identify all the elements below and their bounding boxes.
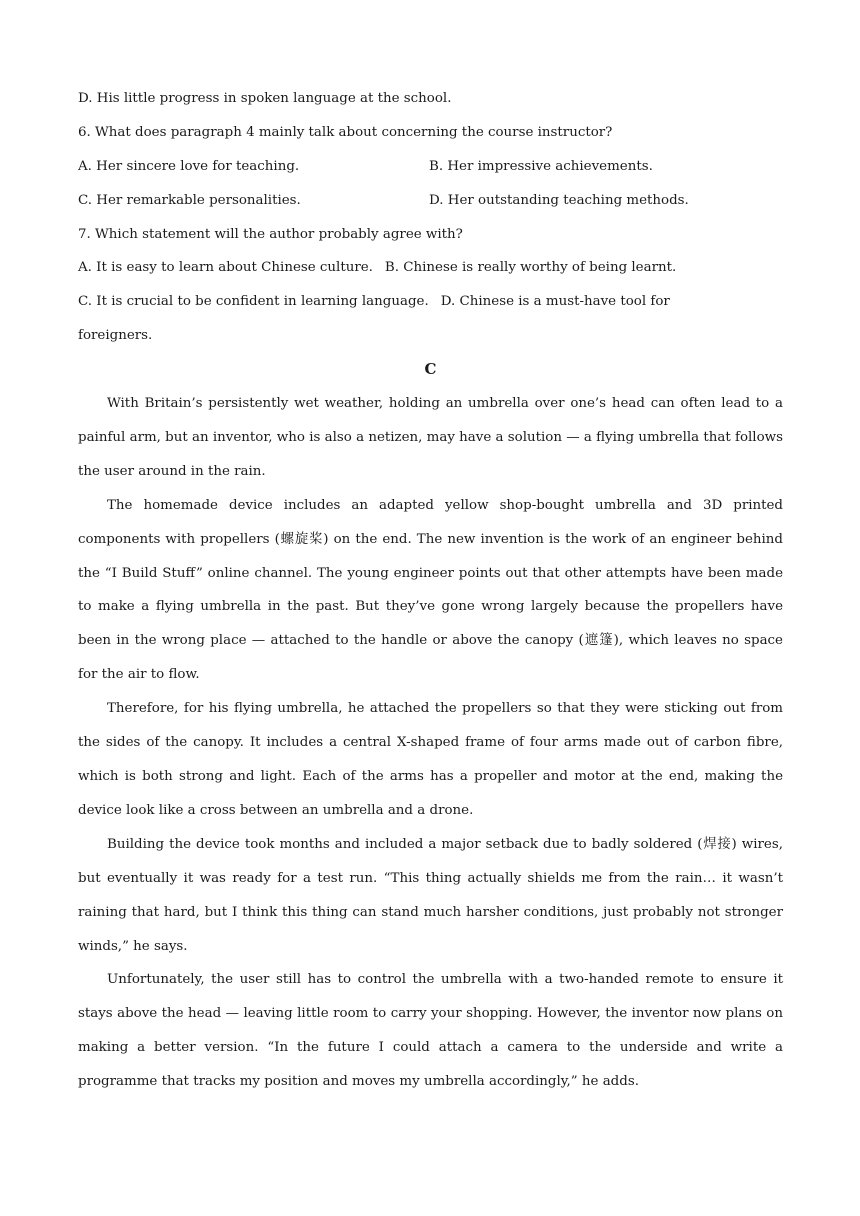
exam-page — [78, 82, 783, 1099]
passage-paragraph-5: Unfortunately, the user still has to control the umbrella with a two-handed remote to ensure it stays above the head — leaving little room to carry your shopping. However, the inventor now plans on making a better version. “In the future I could attach a camera to the underside and write a programme that tracks my position and moves my umbrella accordingly,” he adds. — [78, 972, 783, 1090]
q6-options-row-2 — [78, 184, 783, 218]
passage-body — [78, 387, 783, 1099]
q7-options-row-1 — [78, 251, 783, 285]
q6-options-row-1 — [78, 150, 783, 184]
q6-option-c: C. Her remarkable personalities. — [78, 192, 301, 208]
q5-option-d: D. His little progress in spoken language at the school. — [78, 91, 452, 106]
passage-paragraph-1: With Britain’s persistently wet weather, holding an umbrella over one’s head can often lead to a painful arm, but an inventor, who is also a netizen, may have a solution — a flying umbrella that follows the user around in the rain. — [78, 396, 783, 479]
q6-option-a: A. Her sincere love for teaching. — [78, 158, 300, 174]
q6-option-b: B. Her impressive achievements. — [429, 158, 653, 174]
q7-stem: 7. Which statement will the author probably agree with? — [78, 226, 463, 242]
passage-label: C — [424, 360, 437, 379]
q7-option-d-line1: D. Chinese is a must-have tool for — [440, 294, 670, 310]
q7-option-a: A. It is easy to learn about Chinese culture. — [78, 260, 373, 276]
q6-option-d: D. Her outstanding teaching methods. — [429, 192, 689, 208]
q7-option-d-line2: foreigners. — [78, 328, 153, 344]
passage-paragraph-4: Building the device took months and included a major setback due to badly soldered (焊接) wires, but eventually it was ready for a test run. “This thing actually shields me from the rain… it wasn’t raining that hard, but I think this thing can stand much harsher conditions, just probably not stronger winds,” he says. — [78, 836, 783, 954]
passage-paragraph-2: The homemade device includes an adapted yellow shop-bought umbrella and 3D printed components with propellers (螺旋桨) on the end. The new invention is the work of an engineer behind the “I Build Stuff” online channel. The young engineer points out that other attempts have been made to make a flying umbrella in the past. But they’ve gone wrong largely because the propellers have been in the wrong place — attached to the handle or above the canopy (遮篷), which leaves no space for the air to flow. — [78, 497, 783, 683]
passage-paragraph-3: Therefore, for his flying umbrella, he attached the propellers so that they were sticking out from the sides of the canopy. It includes a central X-shaped frame of four arms made out of carbon fibre, which is both strong and light. Each of the arms has a propeller and motor at the end, making the device look like a cross between an umbrella and a drone. — [78, 701, 783, 818]
q7-option-c: C. It is crucial to be confident in learning language. — [78, 294, 429, 310]
q7-options-row-2 — [78, 285, 783, 319]
q7-option-b: B. Chinese is really worthy of being learnt. — [384, 260, 677, 276]
q6-stem: 6. What does paragraph 4 mainly talk about concerning the course instructor? — [78, 124, 613, 140]
